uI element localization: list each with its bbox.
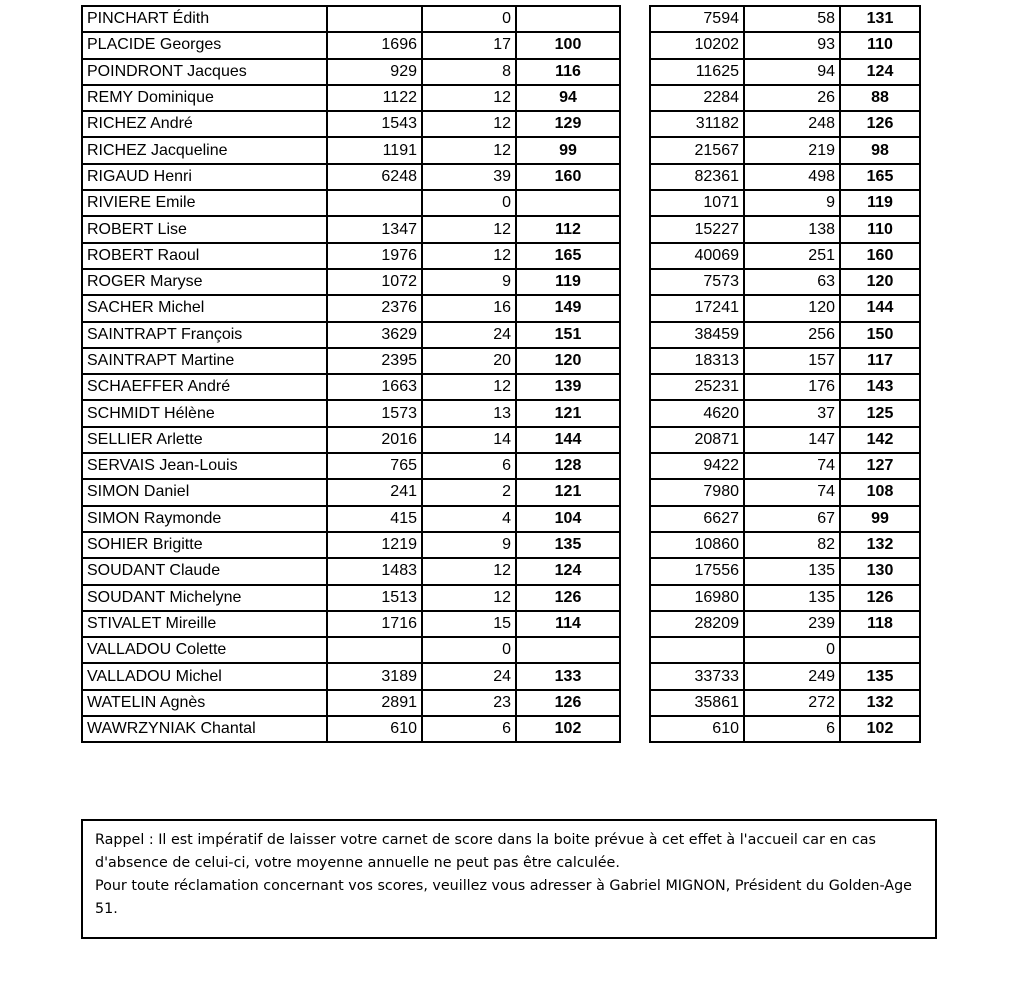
table-row <box>82 506 620 532</box>
average-cell: 121 <box>516 479 620 505</box>
annual-pins-cell: 7594 <box>650 6 744 32</box>
player-name: PLACIDE Georges <box>82 32 327 58</box>
average-cell: 151 <box>516 322 620 348</box>
player-name: REMY Dominique <box>82 85 327 111</box>
annual-pins-cell: 2284 <box>650 85 744 111</box>
table-row <box>650 400 920 426</box>
pins-cell: 1191 <box>327 137 422 163</box>
annual-average-cell: 102 <box>840 716 920 742</box>
average-cell: 124 <box>516 558 620 584</box>
pins-cell: 1219 <box>327 532 422 558</box>
games-cell: 8 <box>422 59 516 85</box>
table-row <box>82 348 620 374</box>
annual-average-cell: 143 <box>840 374 920 400</box>
games-cell: 15 <box>422 611 516 637</box>
reminder-text: Rappel : Il est impératif de laisser votre carnet de score dans la boite prévue à cet effet à l'accueil car en cas d'absence de celui-ci, votre moyenne annuelle ne peut pas être calculée. <box>95 832 876 871</box>
annual-pins-cell: 82361 <box>650 164 744 190</box>
pins-cell: 610 <box>327 716 422 742</box>
games-cell: 12 <box>422 111 516 137</box>
average-cell: 99 <box>516 137 620 163</box>
annual-pins-cell: 33733 <box>650 663 744 689</box>
player-name: SOHIER Brigitte <box>82 532 327 558</box>
table-row <box>650 716 920 742</box>
games-cell: 0 <box>422 6 516 32</box>
player-name: SOUDANT Michelyne <box>82 585 327 611</box>
average-cell: 149 <box>516 295 620 321</box>
annual-average-cell: 125 <box>840 400 920 426</box>
table-row <box>650 216 920 242</box>
games-cell: 12 <box>422 585 516 611</box>
table-row <box>650 295 920 321</box>
table-row <box>650 427 920 453</box>
games-cell: 23 <box>422 690 516 716</box>
annual-pins-cell: 610 <box>650 716 744 742</box>
player-name: PINCHART Édith <box>82 6 327 32</box>
table-row <box>82 427 620 453</box>
pins-cell: 1072 <box>327 269 422 295</box>
pins-cell: 1543 <box>327 111 422 137</box>
average-cell: 116 <box>516 59 620 85</box>
pins-cell: 1122 <box>327 85 422 111</box>
table-row <box>650 663 920 689</box>
annual-average-cell: 132 <box>840 532 920 558</box>
annual-pins-cell: 1071 <box>650 190 744 216</box>
games-cell: 20 <box>422 348 516 374</box>
pins-cell: 415 <box>327 506 422 532</box>
pins-cell: 1573 <box>327 400 422 426</box>
player-name: WAWRZYNIAK Chantal <box>82 716 327 742</box>
games-cell: 0 <box>422 637 516 663</box>
table-row <box>650 269 920 295</box>
player-name: SAINTRAPT François <box>82 322 327 348</box>
pins-cell: 2891 <box>327 690 422 716</box>
table-row <box>650 322 920 348</box>
annual-pins-cell: 15227 <box>650 216 744 242</box>
annual-pins-cell: 18313 <box>650 348 744 374</box>
pins-cell: 2376 <box>327 295 422 321</box>
games-cell: 4 <box>422 506 516 532</box>
annual-average-cell: 132 <box>840 690 920 716</box>
average-cell: 121 <box>516 400 620 426</box>
average-cell: 126 <box>516 690 620 716</box>
games-cell: 9 <box>422 532 516 558</box>
games-cell: 12 <box>422 243 516 269</box>
table-row <box>82 243 620 269</box>
annual-average-cell: 131 <box>840 6 920 32</box>
annual-pins-cell: 25231 <box>650 374 744 400</box>
player-name: SOUDANT Claude <box>82 558 327 584</box>
games-cell: 12 <box>422 374 516 400</box>
player-name: SIMON Daniel <box>82 479 327 505</box>
annual-average-cell: 130 <box>840 558 920 584</box>
annual-average-cell: 142 <box>840 427 920 453</box>
annual-average-cell: 98 <box>840 137 920 163</box>
player-name: VALLADOU Colette <box>82 637 327 663</box>
annual-pins-cell: 10202 <box>650 32 744 58</box>
table-row <box>82 479 620 505</box>
games-cell: 12 <box>422 85 516 111</box>
annual-pins-cell: 38459 <box>650 322 744 348</box>
pins-cell: 1976 <box>327 243 422 269</box>
annual-pins-cell: 20871 <box>650 427 744 453</box>
annual-games-cell: 248 <box>744 111 840 137</box>
average-cell: 129 <box>516 111 620 137</box>
annual-pins-cell: 4620 <box>650 400 744 426</box>
annual-pins-cell: 6627 <box>650 506 744 532</box>
games-cell: 14 <box>422 427 516 453</box>
average-cell: 135 <box>516 532 620 558</box>
table-row <box>82 453 620 479</box>
pins-cell: 929 <box>327 59 422 85</box>
table-row <box>650 85 920 111</box>
pins-cell: 2016 <box>327 427 422 453</box>
annual-average-cell: 110 <box>840 32 920 58</box>
annual-pins-cell: 7980 <box>650 479 744 505</box>
annual-average-cell: 110 <box>840 216 920 242</box>
player-name: VALLADOU Michel <box>82 663 327 689</box>
player-name: RIVIERE Emile <box>82 190 327 216</box>
table-row <box>650 137 920 163</box>
annual-average-cell: 99 <box>840 506 920 532</box>
annual-games-cell: 147 <box>744 427 840 453</box>
annual-games-cell: 219 <box>744 137 840 163</box>
pins-cell: 1716 <box>327 611 422 637</box>
annual-average-cell: 127 <box>840 453 920 479</box>
average-cell: 114 <box>516 611 620 637</box>
table-row <box>82 322 620 348</box>
player-name: SACHER Michel <box>82 295 327 321</box>
games-cell: 9 <box>422 269 516 295</box>
table-row <box>650 164 920 190</box>
pins-cell: 2395 <box>327 348 422 374</box>
table-row <box>650 558 920 584</box>
games-cell: 13 <box>422 400 516 426</box>
average-cell: 128 <box>516 453 620 479</box>
annual-games-cell: 256 <box>744 322 840 348</box>
annual-average-cell: 117 <box>840 348 920 374</box>
pins-cell: 1483 <box>327 558 422 584</box>
player-name: SAINTRAPT Martine <box>82 348 327 374</box>
player-name: RICHEZ Jacqueline <box>82 137 327 163</box>
annual-average-cell: 126 <box>840 111 920 137</box>
table-row <box>650 59 920 85</box>
average-cell: 102 <box>516 716 620 742</box>
table-row <box>82 32 620 58</box>
average-cell: 160 <box>516 164 620 190</box>
games-cell: 17 <box>422 32 516 58</box>
games-cell: 39 <box>422 164 516 190</box>
table-row <box>82 164 620 190</box>
pins-cell <box>327 637 422 663</box>
pins-cell: 3629 <box>327 322 422 348</box>
average-cell: 120 <box>516 348 620 374</box>
annual-scores-table <box>649 5 921 743</box>
annual-games-cell: 249 <box>744 663 840 689</box>
player-name: RIGAUD Henri <box>82 164 327 190</box>
pins-cell: 765 <box>327 453 422 479</box>
games-cell: 6 <box>422 716 516 742</box>
pins-cell: 1696 <box>327 32 422 58</box>
table-row <box>82 585 620 611</box>
table-row <box>650 690 920 716</box>
annual-average-cell: 126 <box>840 585 920 611</box>
annual-games-cell: 0 <box>744 637 840 663</box>
annual-pins-cell: 40069 <box>650 243 744 269</box>
games-cell: 16 <box>422 295 516 321</box>
table-row <box>650 111 920 137</box>
table-row <box>82 295 620 321</box>
annual-games-cell: 6 <box>744 716 840 742</box>
table-row <box>82 532 620 558</box>
table-row <box>650 190 920 216</box>
table-row <box>82 374 620 400</box>
table-row <box>82 611 620 637</box>
table-row <box>650 585 920 611</box>
player-name: SERVAIS Jean-Louis <box>82 453 327 479</box>
annual-average-cell: 118 <box>840 611 920 637</box>
complaint-text: Pour toute réclamation concernant vos scores, veuillez vous adresser à Gabriel MIGNON, Président du Golden-Age 51. <box>95 878 912 917</box>
table-row <box>650 506 920 532</box>
table-row <box>82 85 620 111</box>
player-name: SCHAEFFER André <box>82 374 327 400</box>
player-name: STIVALET Mireille <box>82 611 327 637</box>
reminder-note <box>81 819 937 939</box>
annual-games-cell: 138 <box>744 216 840 242</box>
annual-average-cell: 160 <box>840 243 920 269</box>
annual-games-cell: 498 <box>744 164 840 190</box>
average-cell: 126 <box>516 585 620 611</box>
annual-games-cell: 239 <box>744 611 840 637</box>
table-row <box>650 637 920 663</box>
player-name: SIMON Raymonde <box>82 506 327 532</box>
average-cell: 144 <box>516 427 620 453</box>
table-row <box>82 6 620 32</box>
monthly-scores-table <box>81 5 621 743</box>
average-cell: 104 <box>516 506 620 532</box>
annual-pins-cell: 35861 <box>650 690 744 716</box>
annual-games-cell: 82 <box>744 532 840 558</box>
table-row <box>82 59 620 85</box>
annual-games-cell: 176 <box>744 374 840 400</box>
table-row <box>82 663 620 689</box>
annual-games-cell: 26 <box>744 85 840 111</box>
pins-cell: 3189 <box>327 663 422 689</box>
annual-average-cell: 119 <box>840 190 920 216</box>
average-cell: 100 <box>516 32 620 58</box>
player-name: RICHEZ André <box>82 111 327 137</box>
table-row <box>650 453 920 479</box>
table-row <box>82 269 620 295</box>
annual-average-cell: 88 <box>840 85 920 111</box>
annual-pins-cell: 10860 <box>650 532 744 558</box>
average-cell: 165 <box>516 243 620 269</box>
pins-cell: 1513 <box>327 585 422 611</box>
annual-pins-cell: 28209 <box>650 611 744 637</box>
games-cell: 0 <box>422 190 516 216</box>
table-row <box>82 190 620 216</box>
average-cell <box>516 6 620 32</box>
player-name: WATELIN Agnès <box>82 690 327 716</box>
annual-games-cell: 58 <box>744 6 840 32</box>
player-name: ROBERT Raoul <box>82 243 327 269</box>
player-name: ROBERT Lise <box>82 216 327 242</box>
table-row <box>82 690 620 716</box>
annual-games-cell: 157 <box>744 348 840 374</box>
annual-average-cell: 108 <box>840 479 920 505</box>
average-cell <box>516 637 620 663</box>
table-row <box>82 716 620 742</box>
annual-pins-cell: 17556 <box>650 558 744 584</box>
annual-average-cell: 120 <box>840 269 920 295</box>
average-cell: 94 <box>516 85 620 111</box>
annual-games-cell: 135 <box>744 558 840 584</box>
average-cell <box>516 190 620 216</box>
annual-average-cell: 165 <box>840 164 920 190</box>
table-row <box>82 111 620 137</box>
pins-cell: 1347 <box>327 216 422 242</box>
annual-pins-cell: 17241 <box>650 295 744 321</box>
average-cell: 133 <box>516 663 620 689</box>
annual-average-cell: 150 <box>840 322 920 348</box>
annual-games-cell: 120 <box>744 295 840 321</box>
annual-pins-cell: 7573 <box>650 269 744 295</box>
games-cell: 12 <box>422 558 516 584</box>
annual-pins-cell: 16980 <box>650 585 744 611</box>
table-row <box>650 6 920 32</box>
table-row <box>82 137 620 163</box>
table-row <box>650 32 920 58</box>
annual-average-cell: 144 <box>840 295 920 321</box>
table-row <box>650 532 920 558</box>
table-row <box>650 611 920 637</box>
annual-games-cell: 37 <box>744 400 840 426</box>
table-row <box>82 558 620 584</box>
annual-games-cell: 67 <box>744 506 840 532</box>
annual-games-cell: 74 <box>744 479 840 505</box>
table-row <box>650 479 920 505</box>
pins-cell <box>327 190 422 216</box>
annual-games-cell: 251 <box>744 243 840 269</box>
annual-average-cell: 124 <box>840 59 920 85</box>
annual-average-cell <box>840 637 920 663</box>
table-row <box>650 348 920 374</box>
annual-games-cell: 94 <box>744 59 840 85</box>
games-cell: 24 <box>422 663 516 689</box>
player-name: SELLIER Arlette <box>82 427 327 453</box>
annual-pins-cell: 31182 <box>650 111 744 137</box>
annual-games-cell: 9 <box>744 190 840 216</box>
annual-pins-cell <box>650 637 744 663</box>
games-cell: 2 <box>422 479 516 505</box>
annual-pins-cell: 11625 <box>650 59 744 85</box>
pins-cell: 241 <box>327 479 422 505</box>
table-row <box>82 637 620 663</box>
annual-games-cell: 272 <box>744 690 840 716</box>
player-name: SCHMIDT Hélène <box>82 400 327 426</box>
table-row <box>650 243 920 269</box>
average-cell: 139 <box>516 374 620 400</box>
pins-cell: 6248 <box>327 164 422 190</box>
annual-games-cell: 74 <box>744 453 840 479</box>
annual-games-cell: 93 <box>744 32 840 58</box>
games-cell: 12 <box>422 137 516 163</box>
table-row <box>82 216 620 242</box>
pins-cell <box>327 6 422 32</box>
games-cell: 12 <box>422 216 516 242</box>
table-row <box>82 400 620 426</box>
annual-games-cell: 135 <box>744 585 840 611</box>
annual-pins-cell: 9422 <box>650 453 744 479</box>
player-name: ROGER Maryse <box>82 269 327 295</box>
annual-average-cell: 135 <box>840 663 920 689</box>
annual-pins-cell: 21567 <box>650 137 744 163</box>
pins-cell: 1663 <box>327 374 422 400</box>
games-cell: 6 <box>422 453 516 479</box>
average-cell: 119 <box>516 269 620 295</box>
annual-games-cell: 63 <box>744 269 840 295</box>
player-name: POINDRONT Jacques <box>82 59 327 85</box>
games-cell: 24 <box>422 322 516 348</box>
table-row <box>650 374 920 400</box>
average-cell: 112 <box>516 216 620 242</box>
